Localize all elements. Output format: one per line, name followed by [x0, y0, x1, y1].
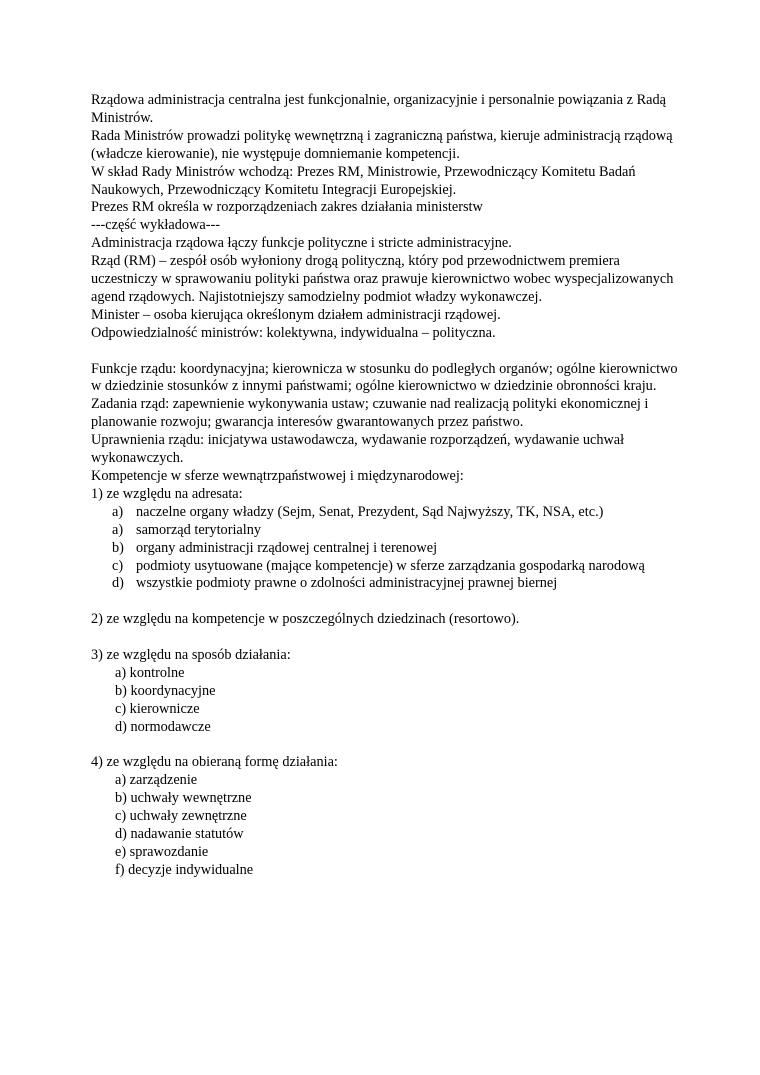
list-item: d) normodawcze [115, 718, 211, 735]
paragraph: W skład Rady Ministrów wchodzą: Prezes RM, Ministrowie, Przewodniczący Komitetu Badań Naukowych, Przewodniczący Komitetu Integracji Europejskiej. [91, 163, 636, 198]
list-marker: a) [112, 521, 124, 538]
action-method-list [91, 665, 681, 737]
list-item: a) kontrolne [115, 664, 185, 681]
paragraph: Rząd (RM) – zespół osób wyłoniony drogą polityczną, który pod przewodnictwem premiera uczestniczy w sprawowaniu polityki państwa oraz prawuje kierownictwo wobec wyspecjalizowanych agend rządowych. Najistotniejszy samodzielny podmiot władzy wykonawczej. [91, 253, 674, 305]
paragraph: Minister – osoba kierująca określonym działem administracji rządowej. [91, 306, 501, 323]
list-item: b) uchwały wewnętrzne [115, 790, 252, 807]
list-item-text: podmioty usytuowane (mające kompetencje) w sferze zarządzania gospodarką narodową [136, 557, 645, 574]
blank-line [91, 737, 681, 755]
list-item: d) nadawanie statutów [115, 826, 244, 843]
list-marker: d) [112, 575, 124, 592]
list-item [91, 504, 681, 522]
document-body [91, 92, 681, 880]
list-heading: 1) ze względu na adresata: [91, 485, 243, 502]
paragraph: Kompetencje w sferze wewnątrzpaństwowej i międzynarodowej: [91, 468, 464, 485]
paragraph: Uprawnienia rządu: inicjatywa ustawodawcza, wydawanie rozporządzeń, wydawanie uchwał wykonawczych. [91, 432, 625, 467]
list-heading: 4) ze względu na obieraną formę działania: [91, 754, 338, 771]
list-marker: c) [112, 557, 124, 574]
blank-line [91, 593, 681, 611]
list-item-text: wszystkie podmioty prawne o zdolności administracyjnej prawnej biernej [136, 575, 558, 592]
action-form-list [91, 772, 681, 879]
paragraph: Odpowiedzialność ministrów: kolektywna, indywidualna – polityczna. [91, 324, 496, 341]
list-item [91, 540, 681, 558]
list-heading: 2) ze względu na kompetencje w poszczególnych dziedzinach (resortowo). [91, 611, 520, 628]
addressee-list [91, 504, 681, 594]
blank-line [91, 343, 681, 361]
list-item: c) uchwały zewnętrzne [115, 808, 247, 825]
list-marker: a) [112, 503, 124, 520]
list-item [91, 575, 681, 593]
list-item: c) kierownicze [115, 700, 200, 717]
list-item [91, 522, 681, 540]
paragraph: Zadania rząd: zapewnienie wykonywania ustaw; czuwanie nad realizacją polityki ekonomicznej i planowanie rozwoju; gwarancja interesów gwarantowanych przez państwo. [91, 396, 649, 431]
list-item-text: naczelne organy władzy (Sejm, Senat, Prezydent, Sąd Najwyższy, TK, NSA, etc.) [136, 503, 604, 520]
list-item [91, 558, 681, 576]
list-item: f) decyzje indywidualne [115, 861, 254, 878]
list-item: a) zarządzenie [115, 772, 198, 789]
paragraph: Prezes RM określa w rozporządzeniach zakres działania ministerstw [91, 199, 483, 216]
section-divider-text: ---część wykładowa--- [91, 217, 220, 234]
paragraph: Rada Ministrów prowadzi politykę wewnętrzną i zagraniczną państwa, kieruje administracją rządową (władcze kierowanie), nie występuje domniemanie kompetencji. [91, 127, 673, 162]
paragraph: Rządowa administracja centralna jest funkcjonalnie, organizacyjnie i personalnie powiązania z Radą Ministrów. [91, 92, 666, 126]
list-marker: b) [112, 539, 124, 556]
blank-line [91, 629, 681, 647]
list-item: e) sprawozdanie [115, 844, 209, 860]
list-heading: 3) ze względu na sposób działania: [91, 647, 291, 664]
list-item: b) koordynacyjne [115, 682, 216, 699]
paragraph: Administracja rządowa łączy funkcje polityczne i stricte administracyjne. [91, 235, 512, 252]
list-item-text: samorząd terytorialny [136, 521, 262, 538]
paragraph: Funkcje rządu: koordynacyjna; kierownicza w stosunku do podległych organów; ogólne kierownictwo w dziedzinie stosunków z innymi państwami; ogólne kierownictwo w dziedzinie obronności kraju. [91, 360, 678, 395]
list-item-text: organy administracji rządowej centralnej i terenowej [136, 539, 438, 556]
